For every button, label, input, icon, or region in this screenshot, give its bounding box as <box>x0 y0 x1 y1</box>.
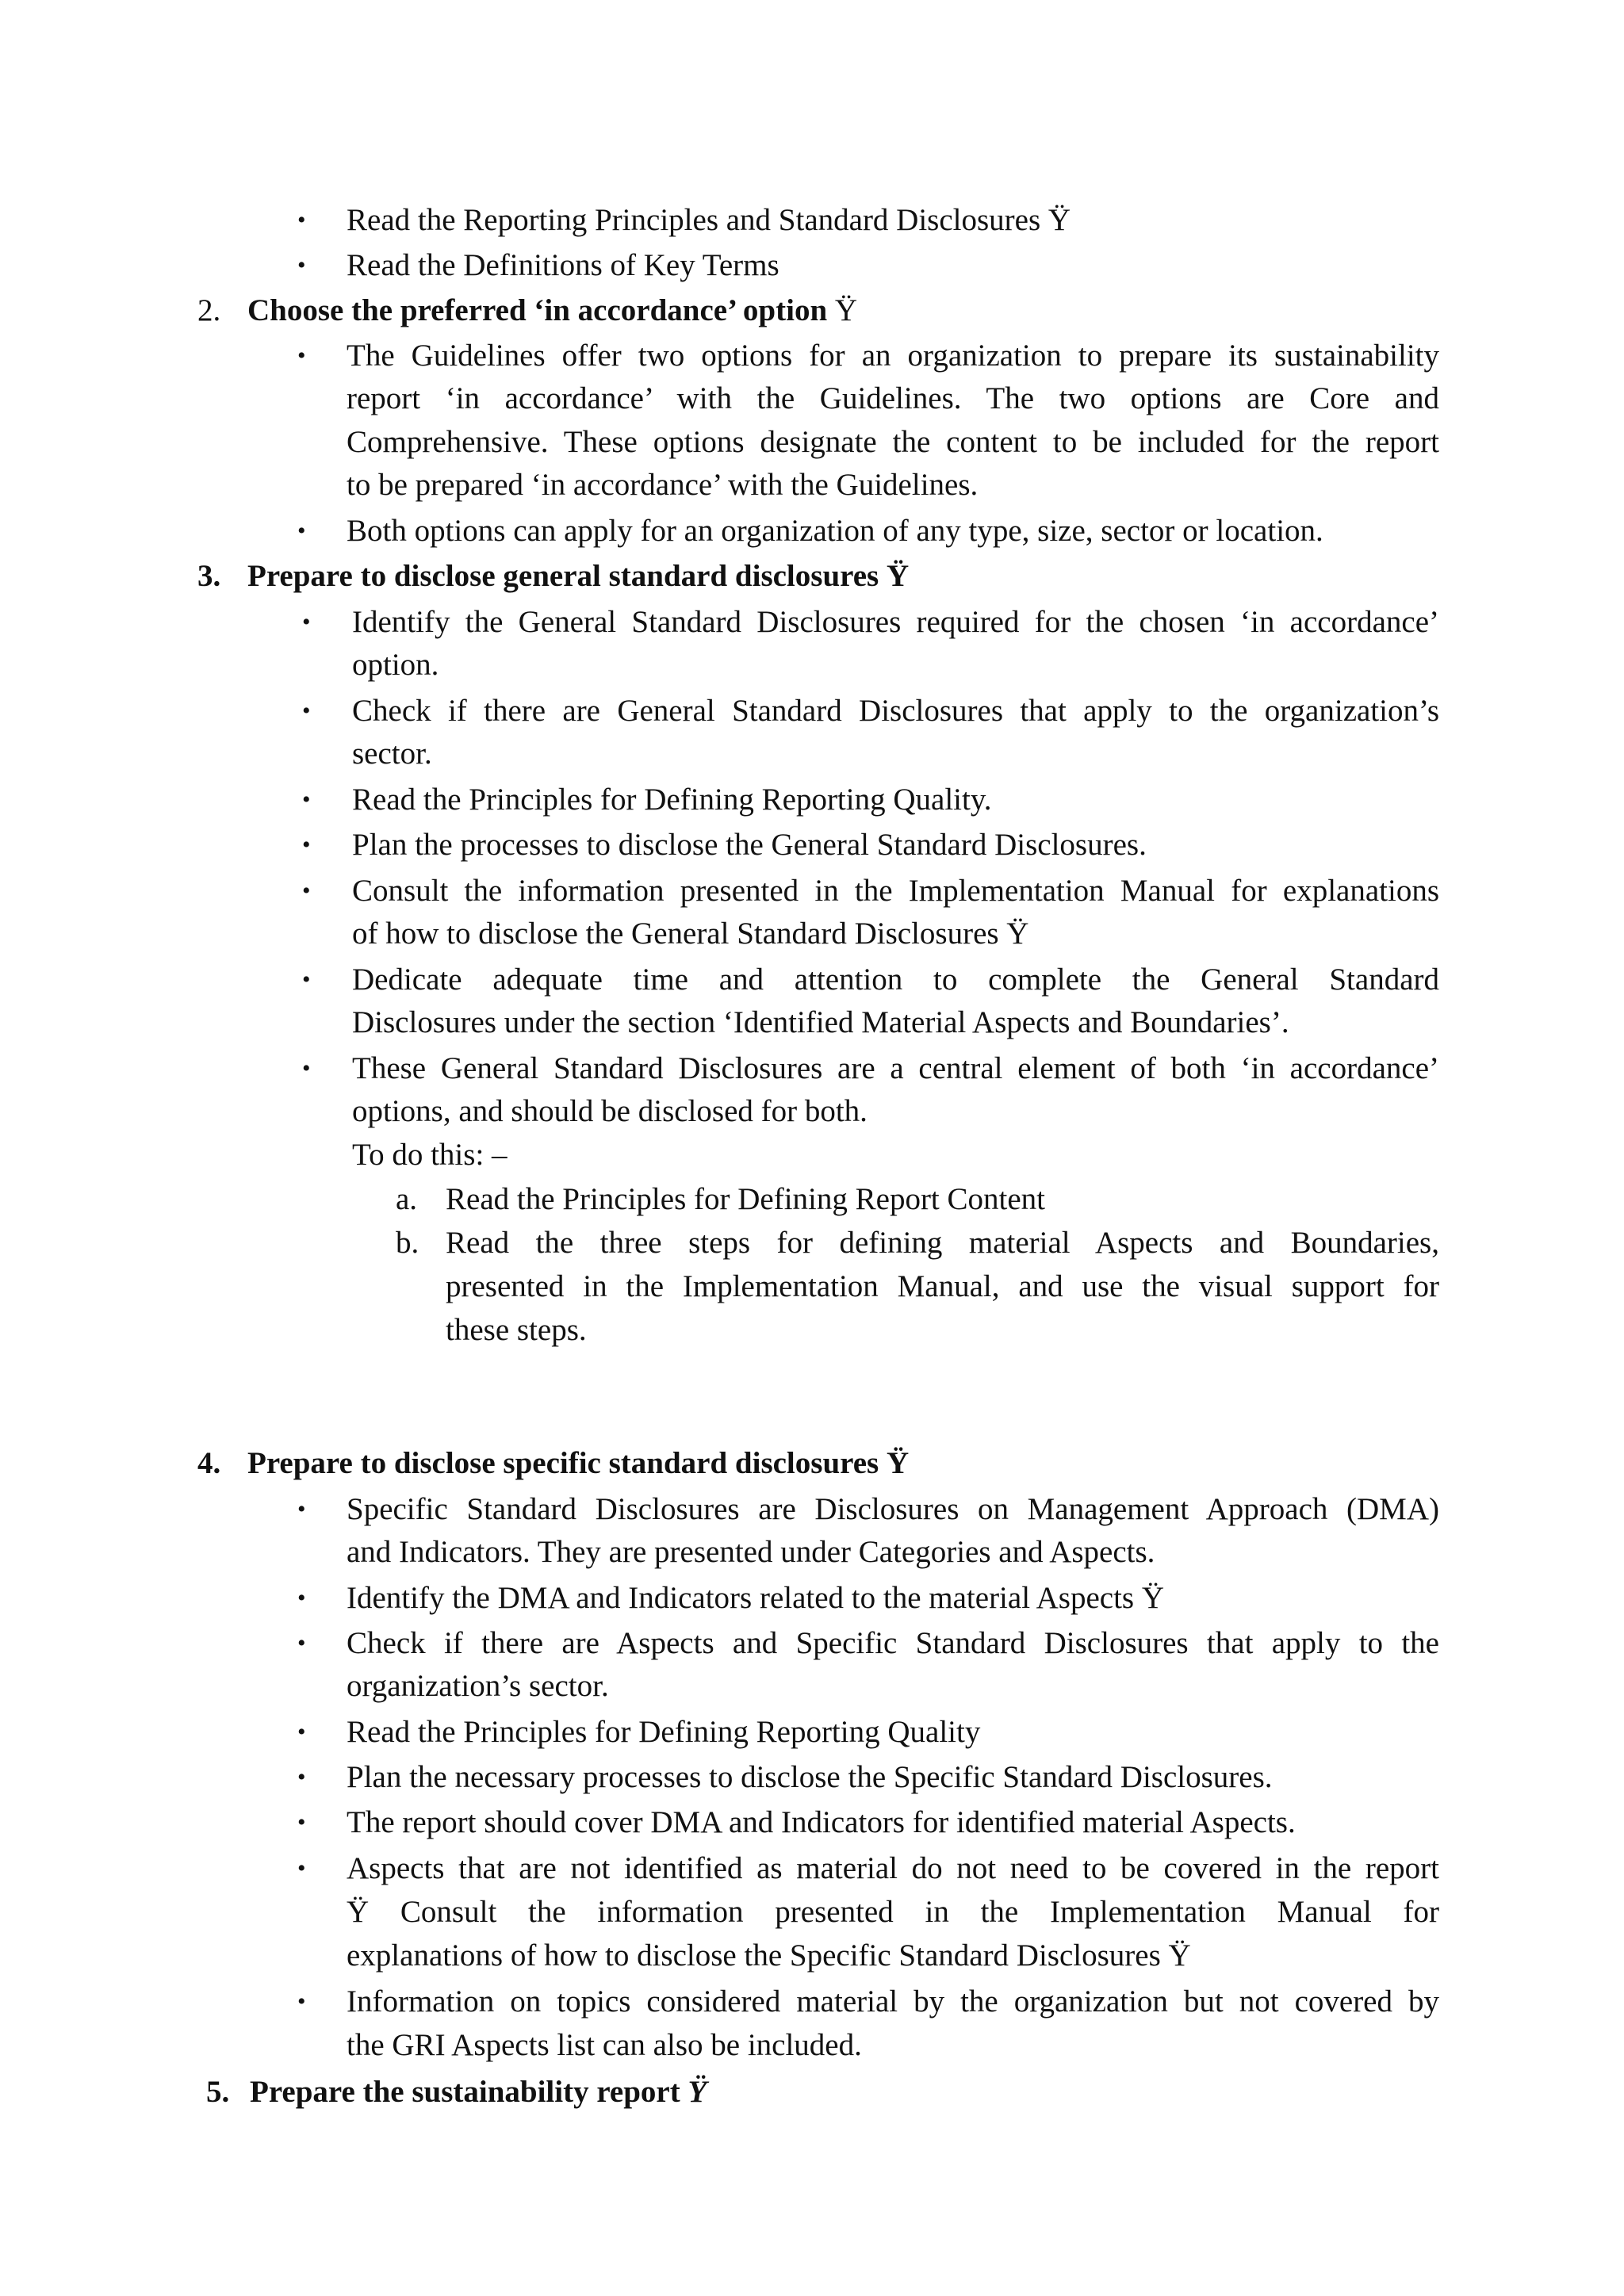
paragraph-line: to be prepared ‘in accordance’ with the Guidelines. <box>347 468 979 502</box>
bullet-marker: • <box>297 1988 306 2015</box>
section-heading-text: Prepare the sustainability report <box>250 2075 680 2109</box>
bullet-marker: • <box>297 1496 306 1522</box>
paragraph-line: To do this: – <box>352 1138 508 1172</box>
bullet-marker: • <box>297 207 306 233</box>
paragraph-line: report ‘in accordance’ with the Guidelines. The two options are Core and <box>347 381 1439 415</box>
paragraph-line: presented in the Implementation Manual, and use the visual support for <box>446 1269 1439 1303</box>
paragraph-line: Aspects that are not identified as material do not need to be covered in the report <box>347 1851 1439 1885</box>
bullet-marker: • <box>297 1719 306 1745</box>
list-item: Plan the processes to disclose the General Standard Disclosures. <box>352 828 1147 862</box>
paragraph-line: of how to disclose the General Standard Disclosures Ÿ <box>352 916 1029 951</box>
section-number: 2. <box>197 293 221 327</box>
section-heading <box>250 2070 707 2114</box>
paragraph-line: Check if there are Aspects and Specific Standard Disclosures that apply to the <box>347 1626 1439 1660</box>
bullet-marker: • <box>302 698 311 724</box>
bullet-marker: • <box>297 1585 306 1611</box>
sub-item-label: b. <box>396 1226 419 1260</box>
paragraph-line: Consult the information presented in the Implementation Manual for explanations <box>352 874 1439 908</box>
paragraph-line: option. <box>352 648 439 682</box>
bullet-marker: • <box>297 518 306 544</box>
paragraph-line: options, and should be disclosed for both. <box>352 1094 868 1128</box>
paragraph-line: sector. <box>352 737 432 771</box>
paragraph-line: These General Standard Disclosures are a central element of both ‘in accordance’ <box>352 1051 1439 1085</box>
paragraph-line: Comprehensive. These options designate the content to be included for the report <box>347 425 1439 459</box>
list-item: Read the Principles for Defining Reporting Quality. <box>352 783 992 817</box>
paragraph-line: Dedicate adequate time and attention to complete the General Standard <box>352 962 1439 997</box>
paragraph-line: Check if there are General Standard Disclosures that apply to the organization’s <box>352 694 1439 728</box>
section-number: 4. <box>197 1446 221 1480</box>
paragraph-line: and Indicators. They are presented under Categories and Aspects. <box>347 1535 1155 1569</box>
bullet-marker: • <box>297 1809 306 1835</box>
paragraph-line: Information on topics considered material by the organization but not covered by <box>347 1984 1439 2019</box>
paragraph-line: the GRI Aspects list can also be included. <box>347 2028 862 2062</box>
section-heading <box>247 289 857 333</box>
paragraph-line: Disclosures under the section ‘Identified Material Aspects and Boundaries’. <box>352 1005 1289 1039</box>
list-item: Read the Reporting Principles and Standard Disclosures Ÿ <box>347 203 1071 237</box>
sub-item-label: a. <box>396 1182 418 1216</box>
paragraph-line: explanations of how to disclose the Specific Standard Disclosures Ÿ <box>347 1938 1191 1973</box>
paragraph-line: Ÿ Consult the information presented in the Implementation Manual for <box>347 1895 1439 1929</box>
bullet-marker: • <box>297 342 306 369</box>
bullet-marker: • <box>297 1630 306 1656</box>
list-item: Plan the necessary processes to disclose the Specific Standard Disclosures. <box>347 1760 1273 1794</box>
list-item: The report should cover DMA and Indicators for identified material Aspects. <box>347 1805 1296 1839</box>
section-number: 3. <box>197 559 221 593</box>
bullet-marker: • <box>302 966 311 993</box>
heading-symbol: Ÿ <box>834 293 858 327</box>
paragraph-line: Read the three steps for defining material Aspects and Boundaries, <box>446 1226 1439 1260</box>
bullet-marker: • <box>297 1855 306 1881</box>
paragraph-line: The Guidelines offer two options for an organization to prepare its sustainability <box>347 339 1439 373</box>
list-item: Identify the DMA and Indicators related to the material Aspects Ÿ <box>347 1581 1165 1615</box>
sub-item: Read the Principles for Defining Report Content <box>446 1182 1046 1216</box>
bullet-marker: • <box>302 786 311 813</box>
list-item: Both options can apply for an organization of any type, size, sector or location. <box>347 514 1323 548</box>
bullet-marker: • <box>302 832 311 858</box>
paragraph-line: Identify the General Standard Disclosures required for the chosen ‘in accordance’ <box>352 605 1439 639</box>
heading-symbol: Ÿ <box>688 2075 707 2109</box>
list-item: Read the Definitions of Key Terms <box>347 248 779 282</box>
bullet-marker: • <box>302 878 311 904</box>
list-item: Read the Principles for Defining Reporting Quality <box>347 1715 981 1749</box>
section-heading-text: Choose the preferred ‘in accordance’ option <box>247 293 828 327</box>
bullet-marker: • <box>302 1055 311 1081</box>
section-number: 5. <box>206 2075 230 2109</box>
bullet-marker: • <box>297 1764 306 1790</box>
paragraph-line: these steps. <box>446 1313 587 1347</box>
bullet-marker: • <box>302 609 311 635</box>
paragraph-line: Specific Standard Disclosures are Disclosures on Management Approach (DMA) <box>347 1492 1439 1526</box>
bullet-marker: • <box>297 252 306 278</box>
section-heading: Prepare to disclose general standard disclosures Ÿ <box>247 559 910 593</box>
paragraph-line: organization’s sector. <box>347 1669 609 1703</box>
section-heading: Prepare to disclose specific standard disclosures Ÿ <box>247 1446 910 1480</box>
